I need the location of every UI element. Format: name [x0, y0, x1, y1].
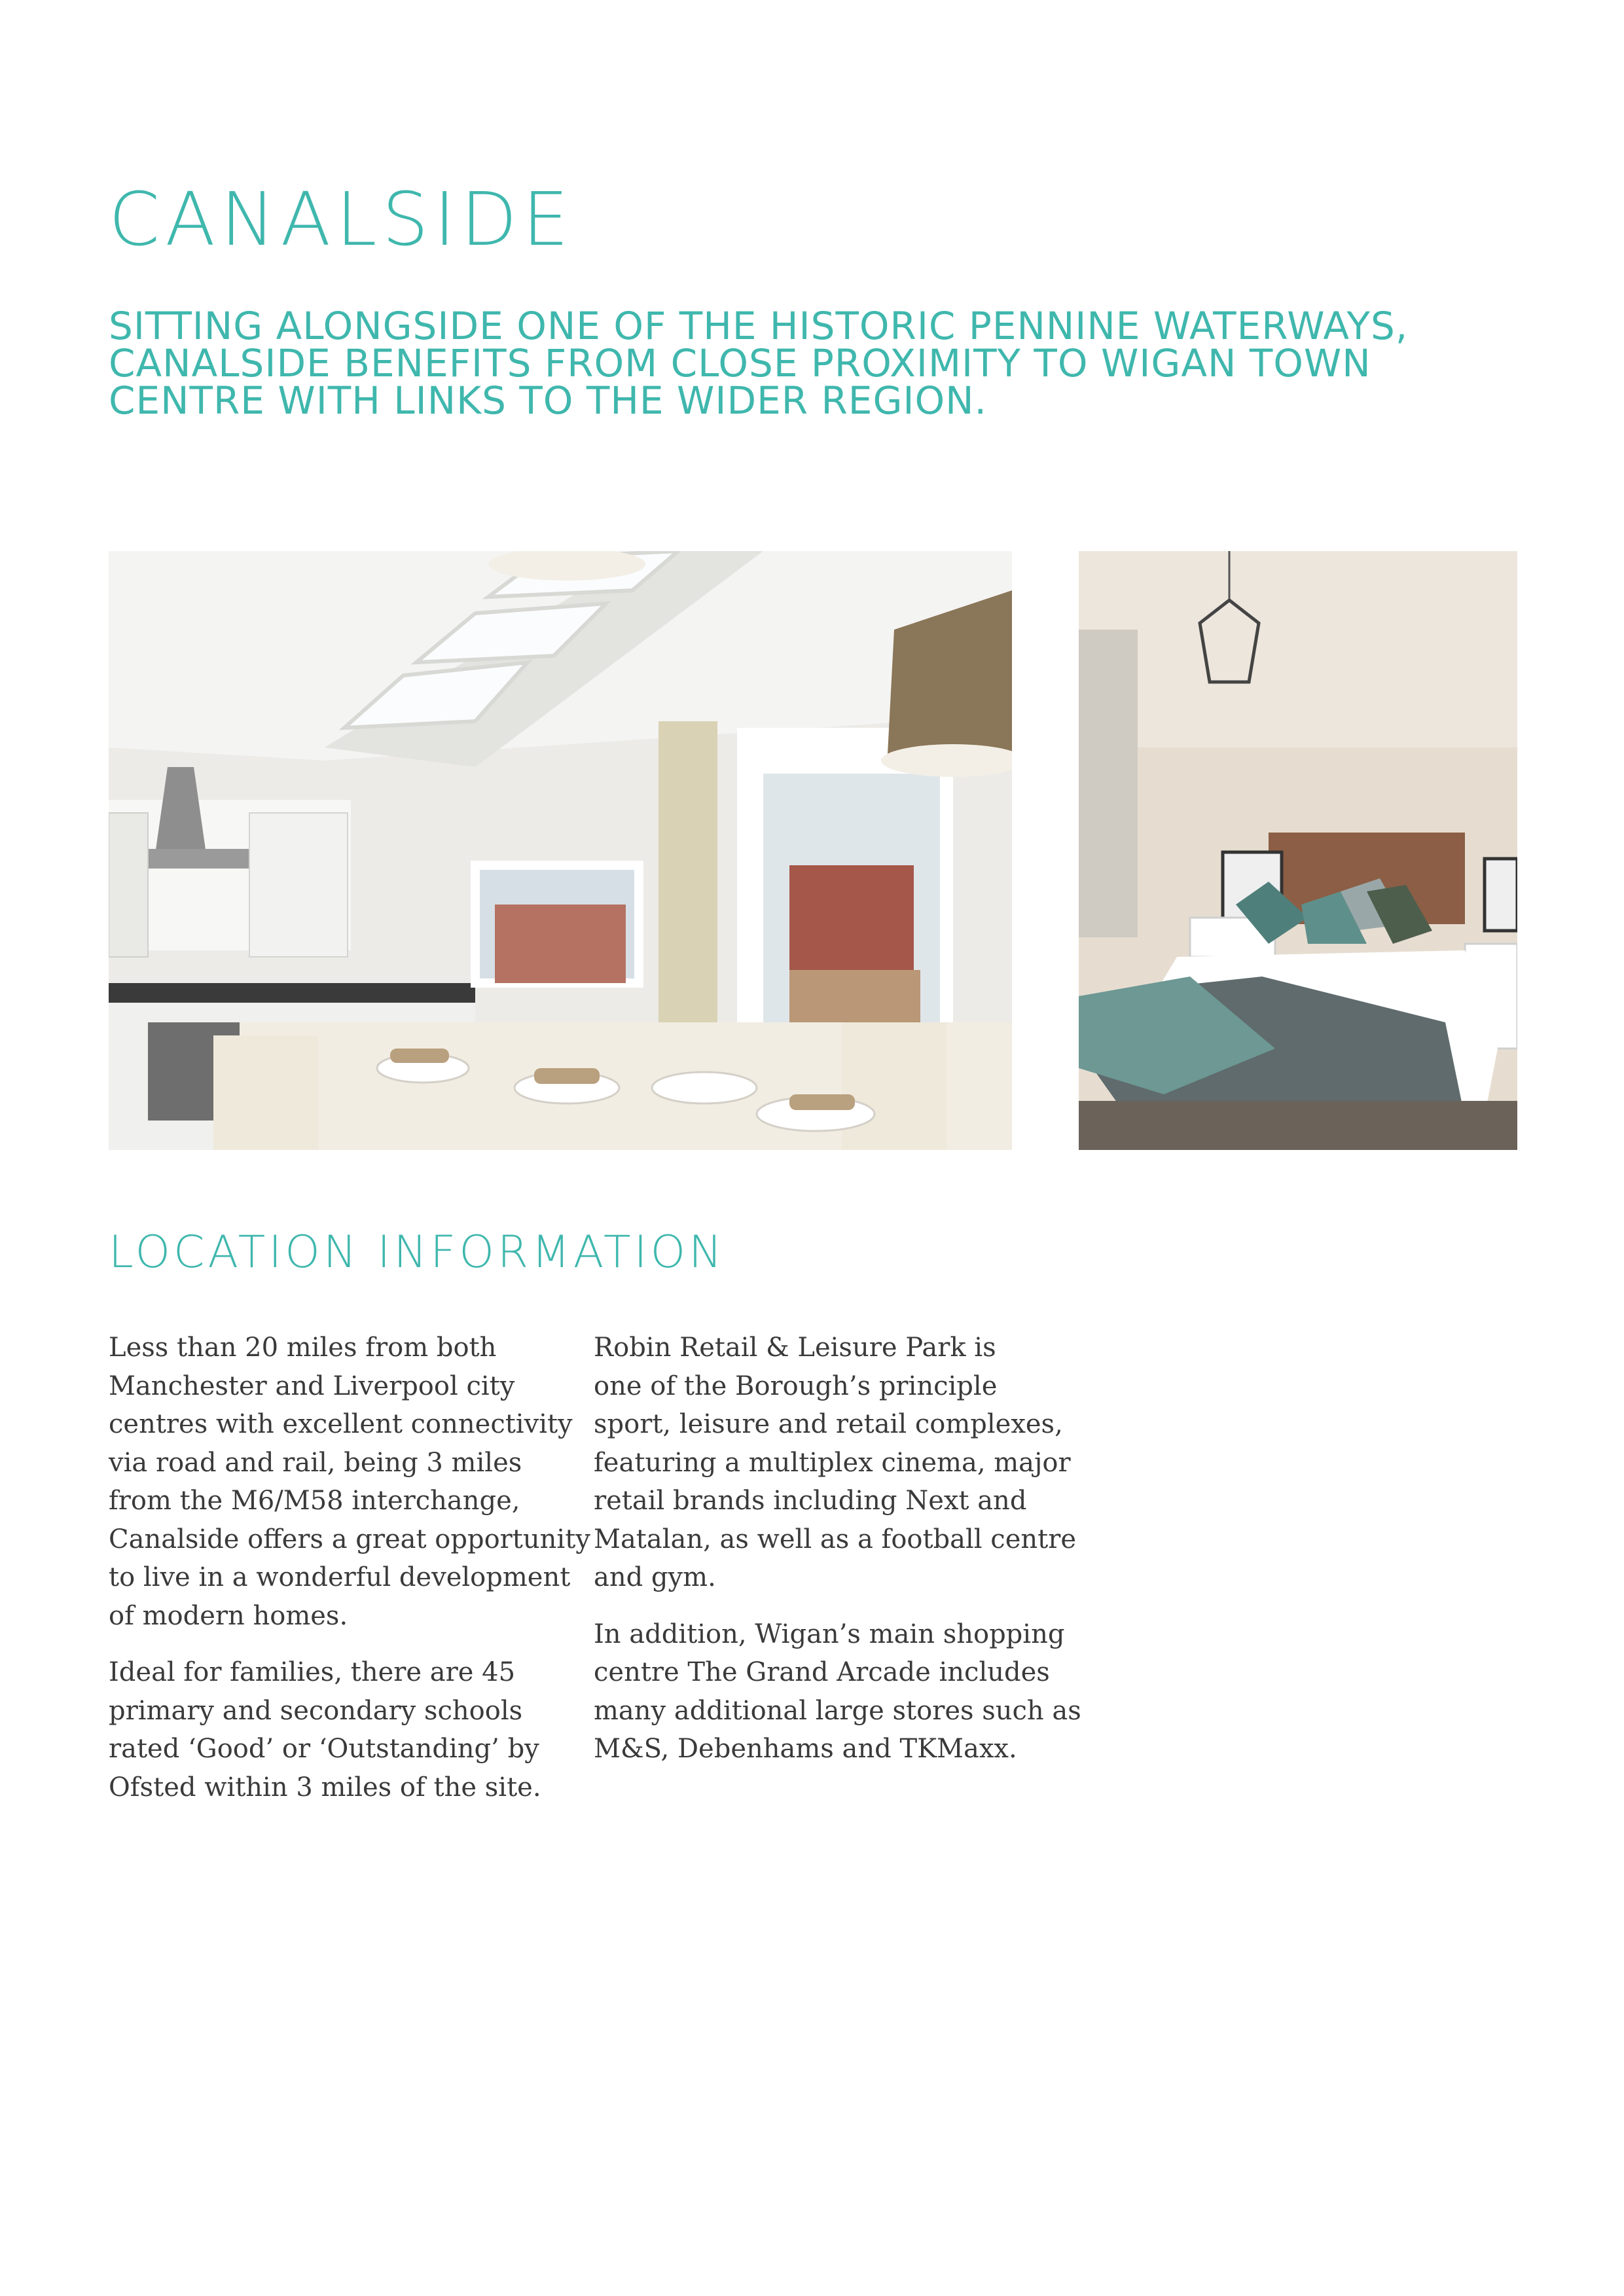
- text-line: Canalside offers a great opportunity: [109, 1524, 590, 1554]
- text-line: centre The Grand Arcade includes: [594, 1657, 1050, 1687]
- text-line: primary and secondary schools: [109, 1695, 523, 1726]
- text-line: of modern homes.: [109, 1600, 348, 1631]
- text-line: Matalan, as well as a football centre: [594, 1524, 1077, 1554]
- bedroom-photo: [1079, 551, 1517, 1150]
- text-line: from the M6/M58 interchange,: [109, 1486, 520, 1516]
- text-line: Ofsted within 3 miles of the site.: [109, 1772, 541, 1803]
- text-line: centres with excellent connectivity: [109, 1409, 573, 1439]
- paragraph: [594, 1615, 1081, 1768]
- text-line: via road and rail, being 3 miles: [109, 1447, 522, 1478]
- paragraph: [594, 1329, 1078, 1597]
- text-line: sport, leisure and retail complexes,: [594, 1409, 1063, 1439]
- paragraph: [109, 1329, 593, 1635]
- section-heading-location: LOCATION INFORMATION: [109, 1227, 725, 1278]
- intro-line: CENTRE WITH LINKS TO THE WIDER REGION.: [109, 378, 987, 423]
- text-line: rated ‘Good’ or ‘Outstanding’ by: [109, 1734, 539, 1764]
- text-line: retail brands including Next and: [594, 1486, 1027, 1516]
- text-line: In addition, Wigan’s main shopping: [594, 1619, 1065, 1649]
- text-line: to live in a wonderful development: [109, 1562, 571, 1592]
- page-title: CANALSIDE: [109, 177, 574, 262]
- text-line: one of the Borough’s principle: [594, 1371, 998, 1401]
- intro-text: [109, 304, 1549, 423]
- text-line: Less than 20 miles from both: [109, 1333, 497, 1363]
- text-line: featuring a multiplex cinema, major: [594, 1447, 1071, 1478]
- text-line: Ideal for families, there are 45: [109, 1657, 516, 1687]
- text-line: Robin Retail & Leisure Park is: [594, 1333, 996, 1363]
- text-line: many additional large stores such as: [594, 1695, 1081, 1726]
- text-line: and gym.: [594, 1562, 716, 1592]
- text-column-right: [594, 1329, 1081, 1787]
- intro-line: CANALSIDE BENEFITS FROM CLOSE PROXIMITY TO WIGAN TOWN: [109, 341, 1371, 386]
- text-column-left: [109, 1329, 593, 1825]
- text-line: Manchester and Liverpool city: [109, 1371, 515, 1401]
- kitchen-dining-photo: [109, 551, 1012, 1150]
- paragraph: [109, 1653, 593, 1806]
- intro-line: SITTING ALONGSIDE ONE OF THE HISTORIC PENNINE WATERWAYS,: [109, 304, 1409, 348]
- text-line: M&S, Debenhams and TKMaxx.: [594, 1734, 1017, 1764]
